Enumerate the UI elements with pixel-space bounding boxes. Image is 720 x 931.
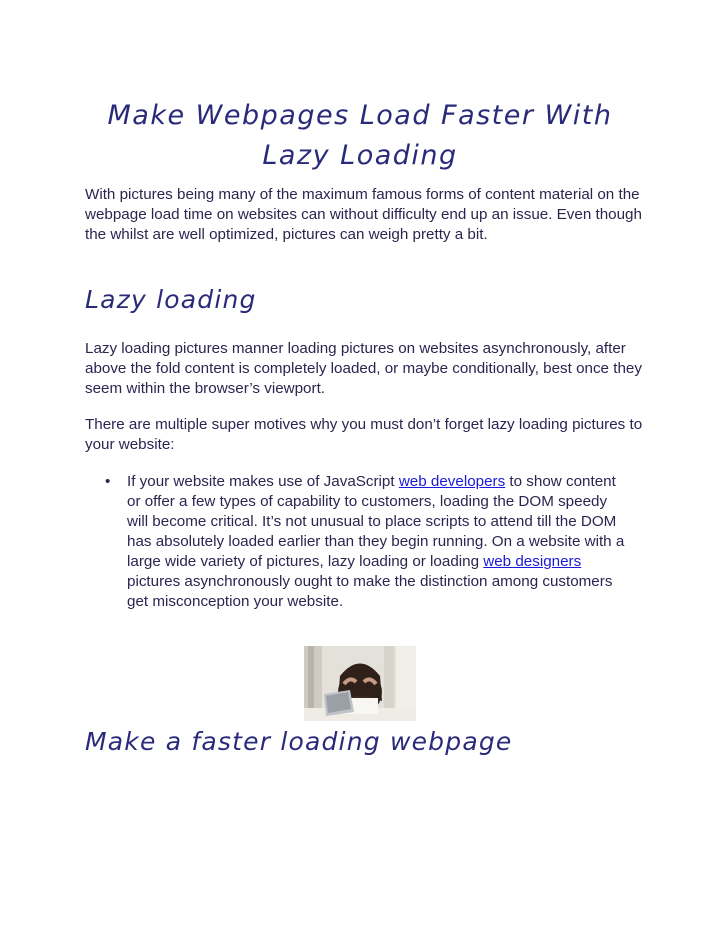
bullet-text-c: pictures asynchronously ought to make the distinction among customers get misconception your website. xyxy=(127,573,613,610)
bullet-text-b: to show content or offer a few types of capability to customers, loading the DOM speedy will become critical. It’s not unusual to place scripts to attend till the DOM has absolutely loaded earlier than they begin running. On a website with a large wide variety of pictures, lazy loading or loading xyxy=(127,473,625,570)
bullet-marker: • xyxy=(105,473,111,490)
list-item xyxy=(85,472,625,612)
web-developers-link[interactable]: web developers xyxy=(398,473,506,490)
section-heading-faster-webpage: Make a faster loading webpage xyxy=(85,727,513,756)
page-title: Make Webpages Load Faster With Lazy Loading xyxy=(107,100,613,171)
stressed-woman-laptop-photo xyxy=(304,646,416,721)
section-heading-lazy-loading: Lazy loading xyxy=(85,285,257,314)
bullet-list xyxy=(85,472,625,612)
bullet-text-a: If your website makes use of JavaScript xyxy=(127,473,399,490)
web-designers-link[interactable]: web designers xyxy=(483,553,582,570)
intro-paragraph: With pictures being many of the maximum famous forms of content material on the webpage load time on websites can without difficulty end up an issue. Even though the whilst are well optimized, pictures can weigh pretty a bit. xyxy=(85,186,642,243)
lazy-loading-paragraph: Lazy loading pictures manner loading pictures on websites asynchronously, after above the fold content is completely loaded, or maybe conditionally, best once they seem within the browser’s viewport. xyxy=(85,340,642,397)
motives-paragraph: There are multiple super motives why you must don’t forget lazy loading pictures to your website: xyxy=(85,416,643,453)
